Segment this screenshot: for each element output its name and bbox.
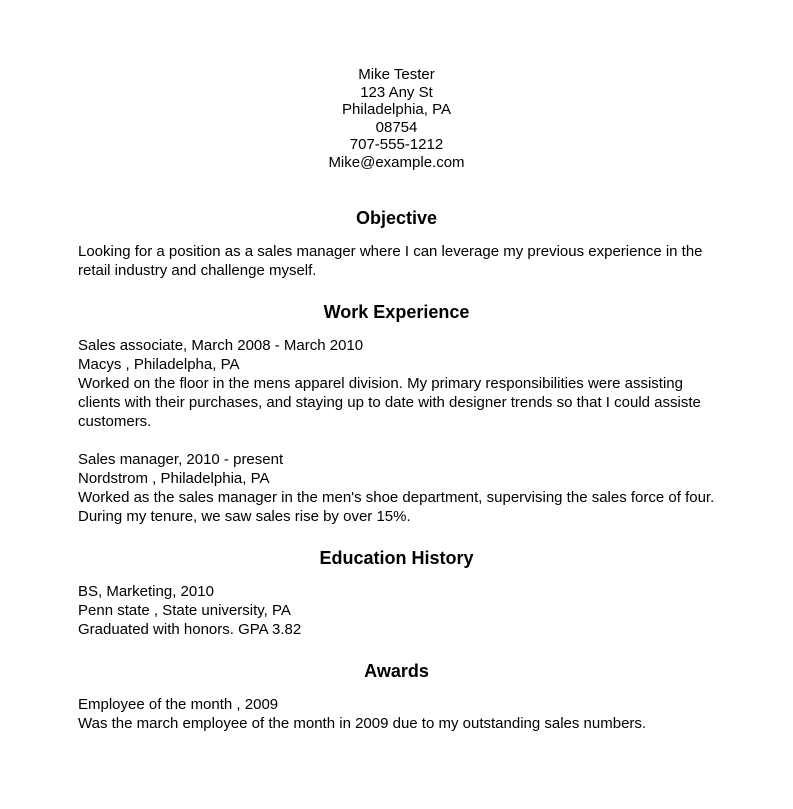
job-description: Worked on the floor in the mens apparel division. My primary responsibilities were assisting clients with their purchases, and staying up to date with designer trends so that I could assiste customers.	[78, 374, 701, 430]
contact-zip: 08754	[375, 118, 418, 136]
job-title-dates: Sales associate, March 2008 - March 2010	[78, 336, 364, 354]
contact-city-state: Philadelphia, PA	[342, 101, 451, 119]
objective-text: Looking for a position as a sales manager where I can leverage my previous experience in the retail industry and challenge myself.	[78, 242, 703, 279]
education-heading: Education History	[319, 547, 474, 568]
contact-email: Mike@example.com	[328, 153, 465, 171]
education-entry	[78, 582, 715, 639]
award-title: Employee of the month , 2009	[78, 695, 279, 713]
award-entry	[78, 695, 715, 733]
education-notes: Graduated with honors. GPA 3.82	[78, 620, 302, 638]
awards-heading: Awards	[364, 660, 429, 681]
award-description: Was the march employee of the month in 2009 due to my outstanding sales numbers.	[78, 714, 647, 732]
contact-street: 123 Any St	[360, 83, 433, 101]
job-description: Worked as the sales manager in the men's shoe department, supervising the sales force of four. During my tenure, we saw sales rise by over 15%.	[78, 488, 715, 525]
job-title-dates: Sales manager, 2010 - present	[78, 450, 284, 468]
contact-name: Mike Tester	[358, 66, 435, 83]
contact-phone: 707-555-1212	[349, 136, 444, 154]
job-employer-location: Nordstrom , Philadelphia, PA	[78, 469, 270, 487]
job-entry	[78, 336, 715, 431]
contact-block	[78, 66, 715, 172]
education-degree: BS, Marketing, 2010	[78, 582, 214, 600]
objective-heading: Objective	[355, 207, 438, 228]
job-employer-location: Macys , Philadelpha, PA	[78, 355, 240, 373]
work-experience-heading: Work Experience	[323, 301, 470, 322]
education-school-location: Penn state , State university, PA	[78, 601, 291, 619]
job-entry	[78, 450, 715, 526]
